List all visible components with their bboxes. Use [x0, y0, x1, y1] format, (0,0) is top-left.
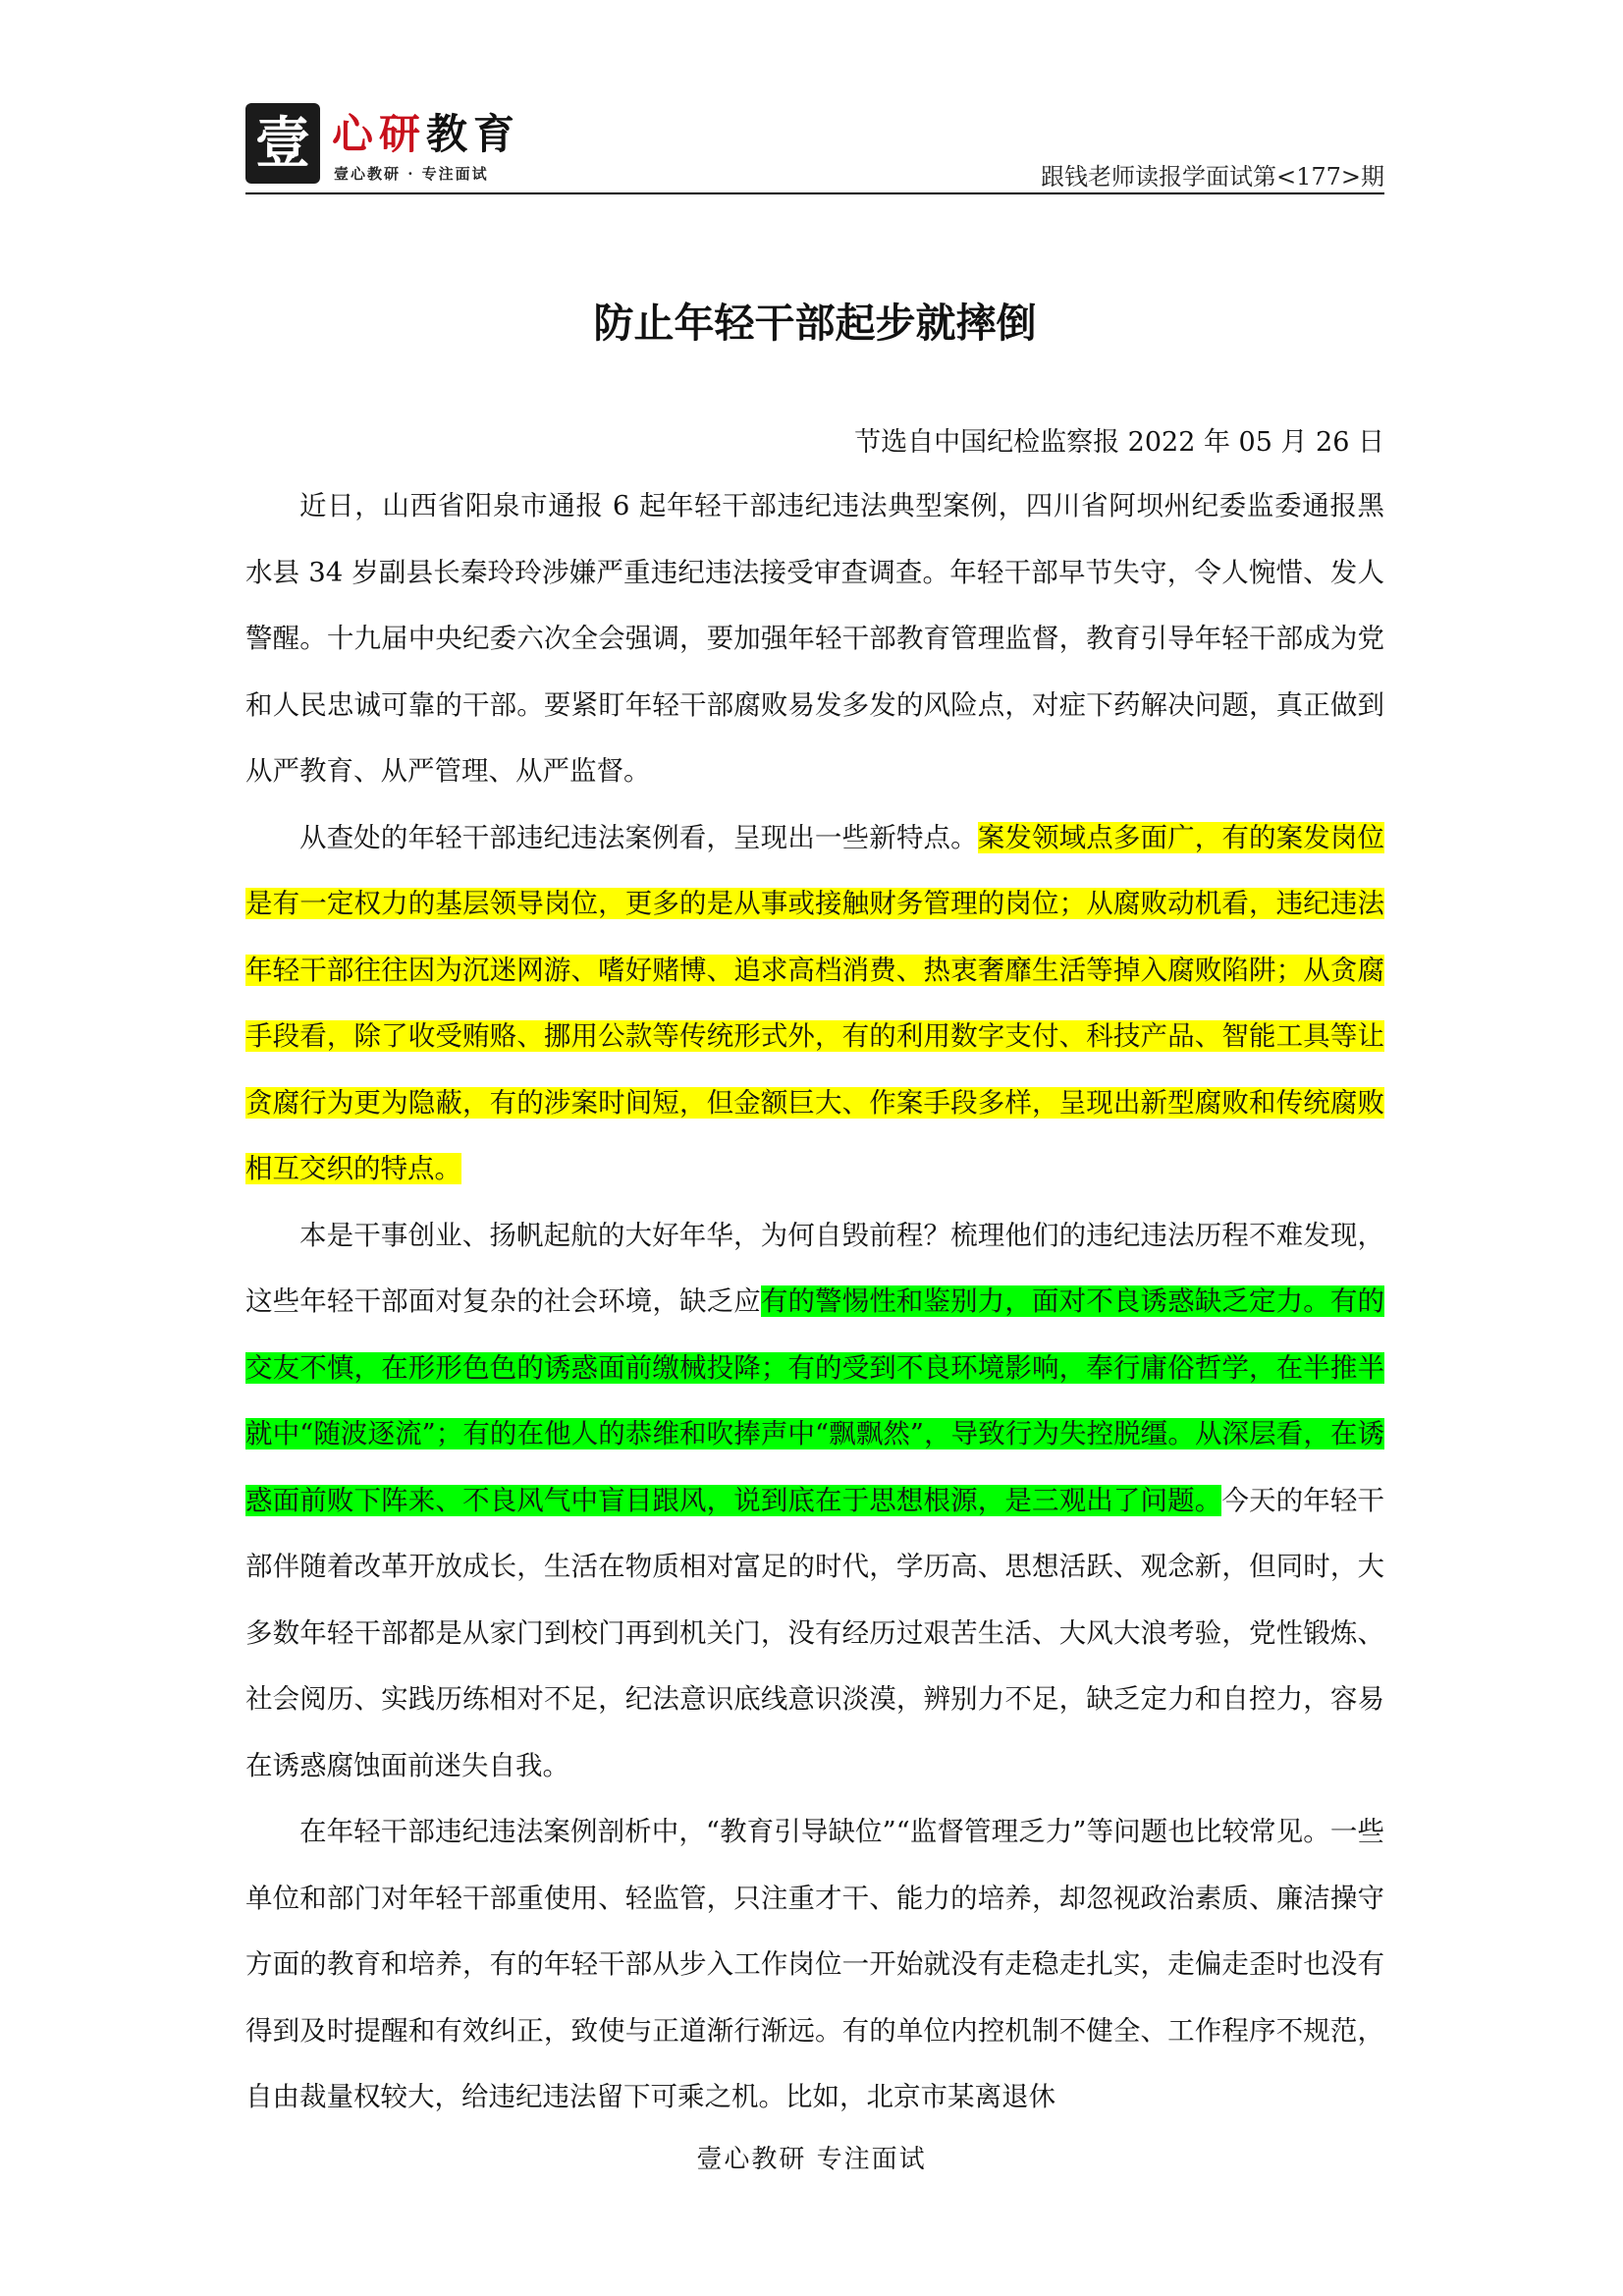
article-title: 防止年轻干部起步就摔倒 — [593, 300, 1037, 347]
page-header — [245, 98, 1384, 192]
brand-name-red: 心研 — [332, 110, 427, 158]
paragraph-3-text-a: 本是干事创业、扬帆起航的大好年华，为何自毁前程？梳理他们的违纪违法历程不难发现，这些年轻干部面对复杂的社会环境，缺乏应 — [245, 1219, 1384, 1317]
brand-name — [332, 102, 520, 161]
paragraph-4: 在年轻干部违纪违法案例剖析中，“教育引导缺位”“监督管理乏力”等问题也比较常见。一些单位和部门对年轻干部重使用、轻监管，只注重才干、能力的培养，却忽视政治素质、廉洁操守方面的教育和培养，有的年轻干部从步入工作岗位一开始就没有走稳走扎实，走偏走歪时也没有得到及时提醒和有效纠正，致使与正道渐行渐远。有的单位内控机制不健全、工作程序不规范，自由裁量权较大，给违纪违法留下可乘之机。比如，北京市某离退休 — [245, 1816, 1384, 2112]
highlight-green: 有的警惕性和鉴别力，面对不良诱惑缺乏定力。有的交友不慎，在形形色色的诱惑面前缴械投降；有的受到不良环境影响，奉行庸俗哲学，在半推半就中“随波逐流”；有的在他人的恭维和吹捧声中“飘飘然”，导致行为失控脱缰。从深层看，在诱惑面前败下阵来、不良风气中盲目跟风，说到底在于思想根源，是三观出了问题。 — [245, 1285, 1385, 1516]
page-footer: 壹心教研 专注面试 — [696, 2145, 927, 2174]
paragraph-3 — [245, 1203, 1384, 1800]
article-source: 节选自中国纪检监察报 2022 年 05 月 26 日 — [854, 427, 1384, 458]
highlight-yellow: 案发领域点多面广，有的案发岗位是有一定权力的基层领导岗位，更多的是从事或接触财务管理的岗位；从腐败动机看，违纪违法年轻干部往往因为沉迷网游、嗜好赌博、追求高档消费、热衷奢靡生活等掉入腐败陷阱；从贪腐手段看，除了收受贿赂、挪用公款等传统形式外，有的利用数字支付、科技产品、智能工具等让贪腐行为更为隐蔽，有的涉案时间短，但金额巨大、作案手段多样，呈现出新型腐败和传统腐败相互交织的特点。 — [245, 821, 1384, 1184]
brand-logo-icon: 壹 — [245, 103, 320, 184]
paragraph-2-text: 从查处的年轻干部违纪违法案例看，呈现出一些新特点。 — [299, 821, 978, 853]
article-body — [245, 473, 1384, 2131]
brand-slogan: 壹心教研 · 专注面试 — [334, 165, 489, 183]
header-divider — [245, 192, 1384, 194]
issue-label: 跟钱老师读报学面试第<177>期 — [1040, 163, 1384, 191]
paragraph-3-text-b: 今天的年轻干部伴随着改革开放成长，生活在物质相对富足的时代，学历高、思想活跃、观念新，但同时，大多数年轻干部都是从家门到校门再到机关门，没有经历过艰苦生活、大风大浪考验，党性锻炼、社会阅历、实践历练相对不足，纪法意识底线意识淡漠，辨别力不足，缺乏定力和自控力，容易在诱惑腐蚀面前迷失自我。 — [245, 1484, 1384, 1781]
paragraph-1: 近日，山西省阳泉市通报 6 起年轻干部违纪违法典型案例，四川省阿坝州纪委监委通报黑水县 34 岁副县长秦玲玲涉嫌严重违纪违法接受审查调查。年轻干部早节失守，令人惋惜、发人警醒。十九届中央纪委六次全会强调，要加强年轻干部教育管理监督，教育引导年轻干部成为党和人民忠诚可靠的干部。要紧盯年轻干部腐败易发多发的风险点，对症下药解决问题，真正做到从严教育、从严管理、从严监督。 — [245, 490, 1384, 787]
brand-name-black: 教育 — [426, 110, 521, 158]
paragraph-2 — [245, 805, 1384, 1203]
